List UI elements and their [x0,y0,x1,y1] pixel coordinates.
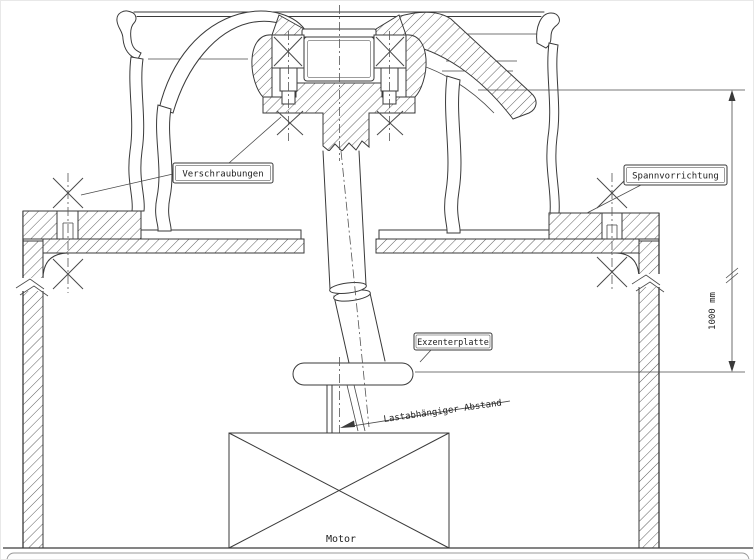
drive-shaft [323,151,385,363]
verschraubungen-label: Verschraubungen [182,169,264,180]
rim-flange-left [117,11,141,59]
rim-leg-left [129,57,144,211]
spannvorrichtung-label: Spannvorrichtung [632,171,719,182]
callout-lastabhaengiger-abstand [340,398,510,428]
lastabhaengiger-abstand-label: Lastabhängiger Abstand [383,398,503,425]
dimension-text: 1000 mm [708,292,718,330]
disc-leg-right [445,76,461,233]
motor-label: Motor [325,534,357,545]
motor-block [229,433,449,548]
exzenterplatte-label: Exzenterplatte [417,338,489,348]
rim-leg-right [547,43,559,213]
eccentric-plate [293,363,413,385]
rim-flange-right [537,13,560,48]
ground [3,548,753,560]
callout-verschraubungen [81,117,281,195]
hub-bore [304,37,374,81]
disc-leg-left [156,105,172,231]
drawing-canvas [1,1,754,560]
hub-assembly [252,15,426,151]
clamp-block-left [23,211,141,239]
callout-exzenterplatte [414,333,492,362]
